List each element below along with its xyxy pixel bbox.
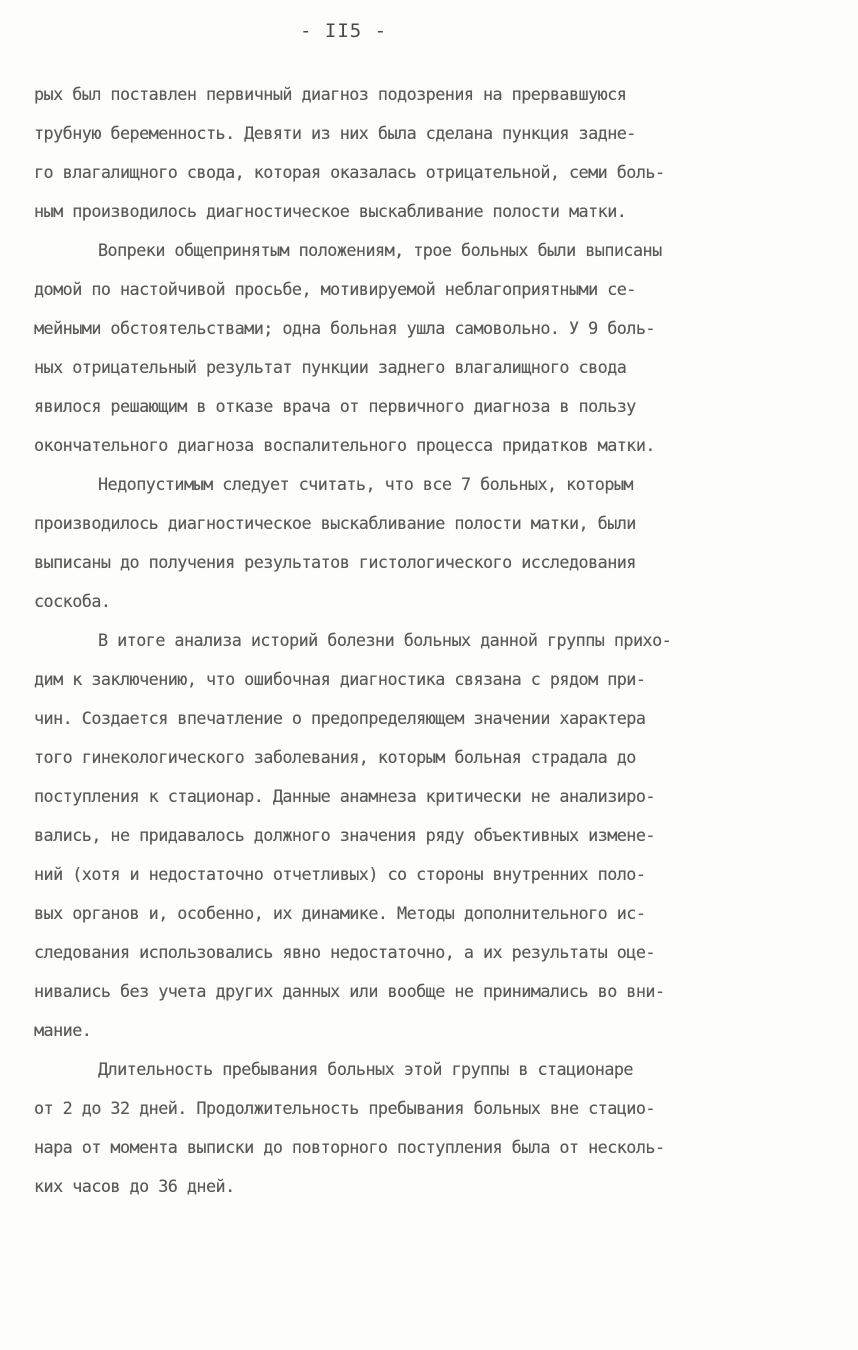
text-line: В итоге анализа историй болезни больных данной группы прихо- — [98, 630, 672, 650]
text-line: мание. — [34, 1020, 92, 1040]
text-line: го влагалищного свода, которая оказалась отрицательной, семи боль- — [34, 162, 665, 182]
text-line: явилося решающим в отказе врача от первичного диагноза в пользу — [34, 396, 636, 416]
text-line: нара от момента выписки до повторного поступления была от несколь- — [34, 1137, 665, 1157]
text-line: соскоба. — [34, 591, 111, 611]
text-line: вались, не придавалось должного значения ряду объективных измене- — [34, 825, 655, 845]
text-line: от 2 до 32 дней. Продолжительность пребывания больных вне стацио- — [34, 1098, 655, 1118]
text-line: следования использовались явно недостаточно, а их результаты оце- — [34, 942, 655, 962]
text-line: дим к заключению, что ошибочная диагностика связана с рядом при- — [34, 669, 646, 689]
text-line: ний (хотя и недостаточно отчетливых) со стороны внутренних поло- — [34, 864, 646, 884]
text-line: ным производилось диагностическое выскабливание полости матки. — [34, 201, 627, 221]
text-line: Вопреки общепринятым положениям, трое больных были выписаны — [98, 240, 662, 260]
text-line: домой по настойчивой просьбе, мотивируемой неблагоприятными се- — [34, 279, 636, 299]
text-line: выписаны до получения результатов гистологического исследования — [34, 552, 636, 572]
text-line: чин. Создается впечатление о предопределяющем значении характера — [34, 708, 646, 728]
text-line: мейными обстоятельствами; одна больная ушла самовольно. У 9 боль- — [34, 318, 655, 338]
text-line: ких часов до 36 дней. — [34, 1176, 235, 1196]
text-line: ных отрицательный результат пункции заднего влагалищного свода — [34, 357, 627, 377]
text-line: поступления к стационар. Данные анамнеза критически не анализиро- — [34, 786, 655, 806]
text-line: вых органов и, особенно, их динамике. Методы дополнительного ис- — [34, 903, 646, 923]
body-text — [34, 75, 834, 1206]
text-line: Недопустимым следует считать, что все 7 больных, которым — [98, 474, 633, 494]
text-line: рых был поставлен первичный диагноз подозрения на прервавшуюся — [34, 84, 627, 104]
text-line: производилось диагностическое выскабливание полости матки, были — [34, 513, 636, 533]
text-line: нивались без учета других данных или вообще не принимались во вни- — [34, 981, 665, 1001]
text-line: окончательного диагноза воспалительного процесса придатков матки. — [34, 435, 655, 455]
text-line: трубную беременность. Девяти из них была сделана пункция задне- — [34, 123, 636, 143]
page-number: - II5 - — [300, 20, 388, 42]
text-line: Длительность пребывания больных этой группы в стационаре — [98, 1059, 633, 1079]
text-line: того гинекологического заболевания, которым больная страдала до — [34, 747, 636, 767]
